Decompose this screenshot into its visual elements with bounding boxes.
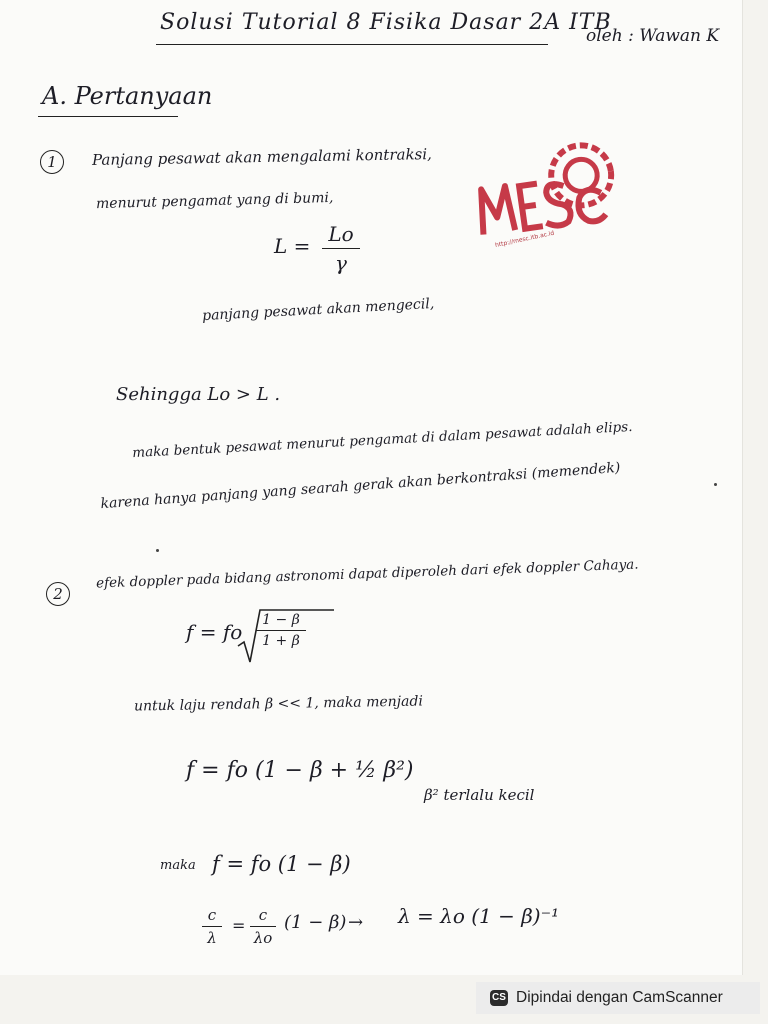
document-title: Solusi Tutorial 8 Fisika Dasar 2A ITB — [160, 10, 612, 35]
q2-formula-4-mid-rest: (1 − β) — [284, 912, 347, 933]
q1-formula-lhs: L = — [274, 234, 311, 258]
q2-fraction-numerator: 1 − β — [262, 612, 300, 628]
q1-line-5: maka bentuk pesawat menurut pengamat di dalam pesawat adalah elips. — [131, 418, 633, 462]
camscanner-watermark — [476, 982, 760, 1014]
q2-formula-3: f = fo (1 − β) — [212, 852, 351, 876]
q2-f4-left-numerator: c — [207, 906, 217, 924]
q2-note: β² terlalu kecil — [424, 786, 535, 804]
q2-f4-mid-bar — [250, 926, 276, 927]
q1-line-2: menurut pengamat yang di bumi, — [95, 189, 334, 213]
q1-line-4: Sehingga Lo > L . — [116, 384, 281, 405]
q2-formula-4-left-fraction — [202, 906, 222, 947]
q2-line-3-label: maka — [160, 858, 196, 873]
q2-f4-mid-numerator: c — [258, 906, 268, 924]
q2-formula-lhs: f = fo — [186, 620, 243, 644]
question-number-1: 1 — [40, 150, 64, 174]
mesc-logo-stamp — [462, 129, 639, 280]
q2-fraction — [256, 612, 306, 649]
q2-f4-mid-denominator: λo — [253, 929, 273, 947]
q1-fraction-bar — [322, 248, 360, 249]
q2-formula-4-mid-fraction — [250, 906, 276, 947]
q2-line-2: untuk laju rendah β << 1, maka menjadi — [133, 693, 424, 715]
author-credit: oleh : Wawan K — [586, 26, 720, 46]
question-number-2: 2 — [46, 582, 70, 606]
q2-f4-left-denominator: λ — [207, 929, 217, 947]
q1-fraction — [322, 222, 360, 275]
arrow-icon: → — [348, 912, 364, 933]
mesc-logo-icon — [462, 129, 639, 280]
pen-dot — [714, 483, 717, 486]
q1-fraction-denominator: γ — [335, 251, 347, 275]
stamp-url: http://mesc.itb.ac.id — [494, 229, 555, 250]
q1-line-6: karena hanya panjang yang searah gerak akan berkontraksi (memendek) — [100, 459, 621, 513]
q2-fraction-denominator: 1 + β — [262, 633, 300, 649]
q2-formula-4-equals: = — [232, 916, 246, 935]
q2-line-1: efek doppler pada bidang astronomi dapat diperoleh dari efek doppler Cahaya. — [95, 556, 639, 592]
q1-line-1: Panjang pesawat akan mengalami kontraksi, — [91, 145, 432, 169]
camscanner-logo-icon: CS — [490, 990, 508, 1006]
q2-formula-2: f = fo (1 − β + ½ β²) — [186, 758, 414, 783]
q2-fraction-bar — [256, 630, 306, 631]
q2-formula-4-right: λ = λo (1 − β)⁻¹ — [398, 904, 560, 928]
q1-line-3: panjang pesawat akan mengecil, — [201, 295, 435, 325]
camscanner-text: Dipindai dengan CamScanner — [516, 989, 723, 1006]
q2-f4-left-bar — [202, 926, 222, 927]
section-heading: A. Pertanyaan — [42, 82, 213, 110]
q1-fraction-numerator: Lo — [328, 222, 354, 246]
pen-dot — [156, 549, 159, 552]
title-underline — [156, 44, 548, 45]
section-underline — [38, 116, 178, 117]
